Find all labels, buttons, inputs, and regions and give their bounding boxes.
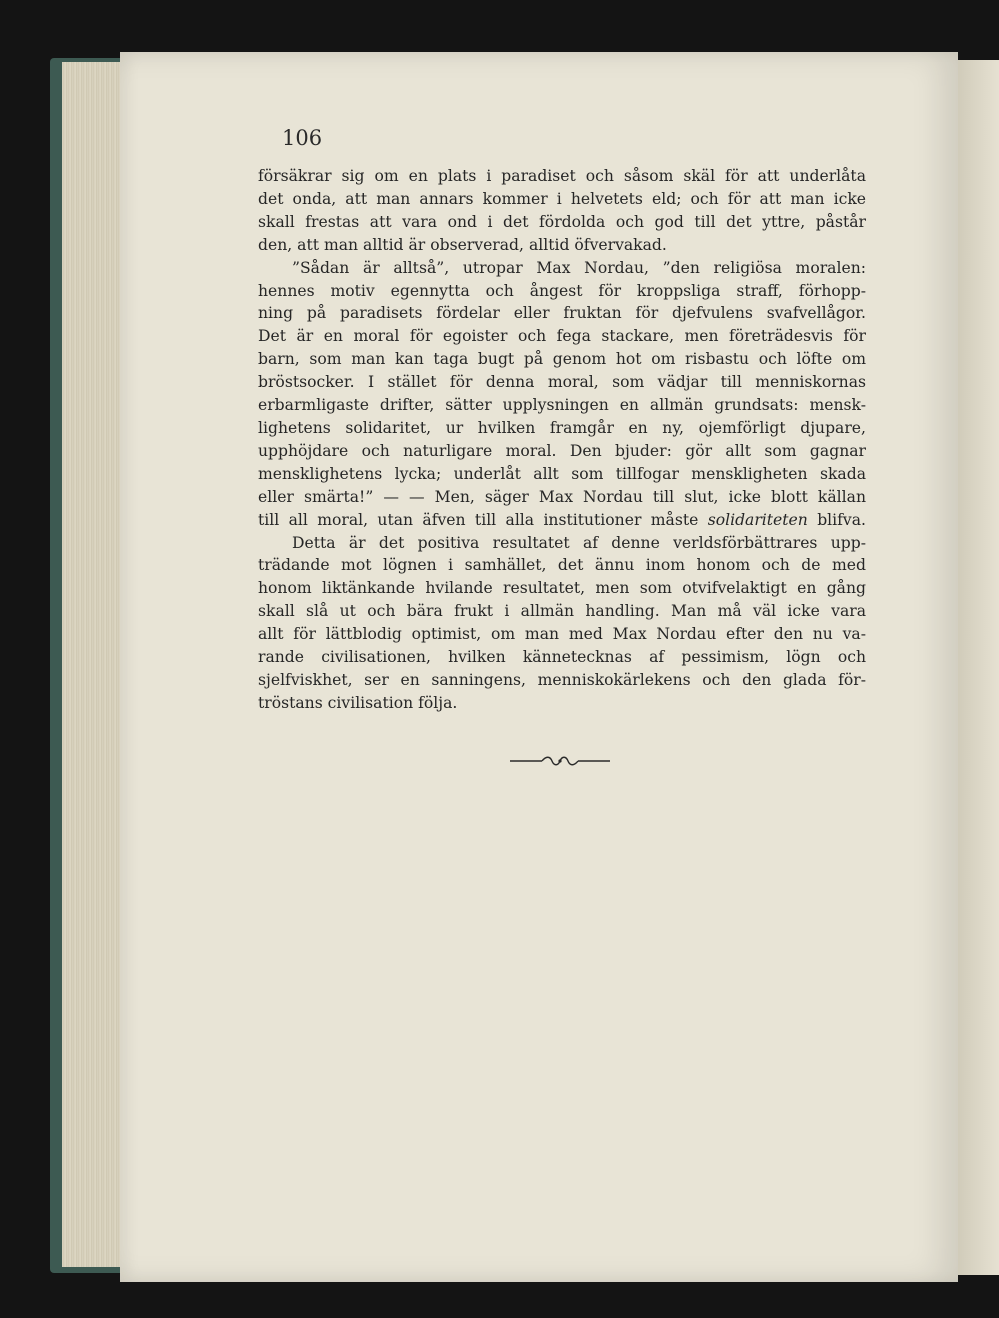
text-line: honom liktänkande hvilande resultatet, men som otvifvelaktigt en gång bbox=[258, 579, 866, 598]
text-line: tröstans civilisation följa. bbox=[258, 693, 458, 712]
emphasis-word: solidariteten bbox=[707, 510, 808, 529]
text-line: rande civilisationen, hvilken kännetecknas af pessimism, lögn och bbox=[258, 648, 866, 667]
text-line: ning på paradisets fördelar eller fruktan för djefvulens svafvellågor. bbox=[258, 304, 866, 323]
text-line: det onda, att man annars kommer i helvetets eld; och för att man icke bbox=[258, 189, 866, 208]
text-segment: blifva. bbox=[817, 510, 866, 529]
text-line: den, att man alltid är observerad, alltid öfvervakad. bbox=[258, 235, 667, 254]
text-line: trädande mot lögnen i samhället, det ännu inom honom och de med bbox=[258, 556, 866, 575]
text-line: Detta är det positiva resultatet af denne verldsförbättrares upp- bbox=[292, 533, 866, 552]
text-line: skall slå ut och bära frukt i allmän handling. Man må väl icke vara bbox=[258, 602, 866, 621]
text-line: ”Sådan är alltså”, utropar Max Nordau, ”den religiösa moralen: bbox=[292, 258, 866, 277]
text-line: eller smärta!” — — Men, säger Max Nordau till slut, icke blott källan bbox=[258, 487, 866, 506]
text-line: sjelfviskhet, ser en sanningens, menniskokärlekens och den glada för- bbox=[258, 670, 866, 689]
text-line: lighetens solidaritet, ur hvilken framgår en ny, ojemförligt djupare, bbox=[258, 418, 866, 437]
text-line: mensklighetens lycka; underlåt allt som tillfogar menskligheten skada bbox=[258, 464, 866, 483]
text-line: erbarmligaste drifter, sätter upplysningen en allmän grundsats: mensk- bbox=[258, 396, 866, 415]
text-line: bröstsocker. I stället för denna moral, som vädjar till menniskornas bbox=[258, 373, 866, 392]
ornament-divider-icon bbox=[508, 754, 612, 768]
text-line: hennes motiv egennytta och ångest för kroppsliga straff, förhopp- bbox=[258, 281, 866, 300]
text-line: barn, som man kan taga bugt på genom hot om risbastu och löfte om bbox=[258, 350, 866, 369]
page-number: 106 bbox=[282, 126, 323, 150]
text-line: skall frestas att vara ond i det fördolda och god till det yttre, påstår bbox=[258, 212, 866, 231]
text-line: Det är en moral för egoister och fega stackare, men företrädesvis för bbox=[258, 327, 866, 346]
text-line-emphasis bbox=[258, 509, 866, 532]
text-line: upphöjdare och naturligare moral. Den bjuder: gör allt som gagnar bbox=[258, 441, 866, 460]
facing-page-edge bbox=[955, 60, 999, 1275]
page-text bbox=[258, 165, 866, 715]
text-line: allt för lättblodig optimist, om man med Max Nordau efter den nu va- bbox=[258, 625, 866, 644]
text-line: försäkrar sig om en plats i paradiset och såsom skäl för att underlåta bbox=[258, 167, 866, 185]
text-segment: till all moral, utan äfven till alla institutioner måste bbox=[258, 510, 699, 529]
